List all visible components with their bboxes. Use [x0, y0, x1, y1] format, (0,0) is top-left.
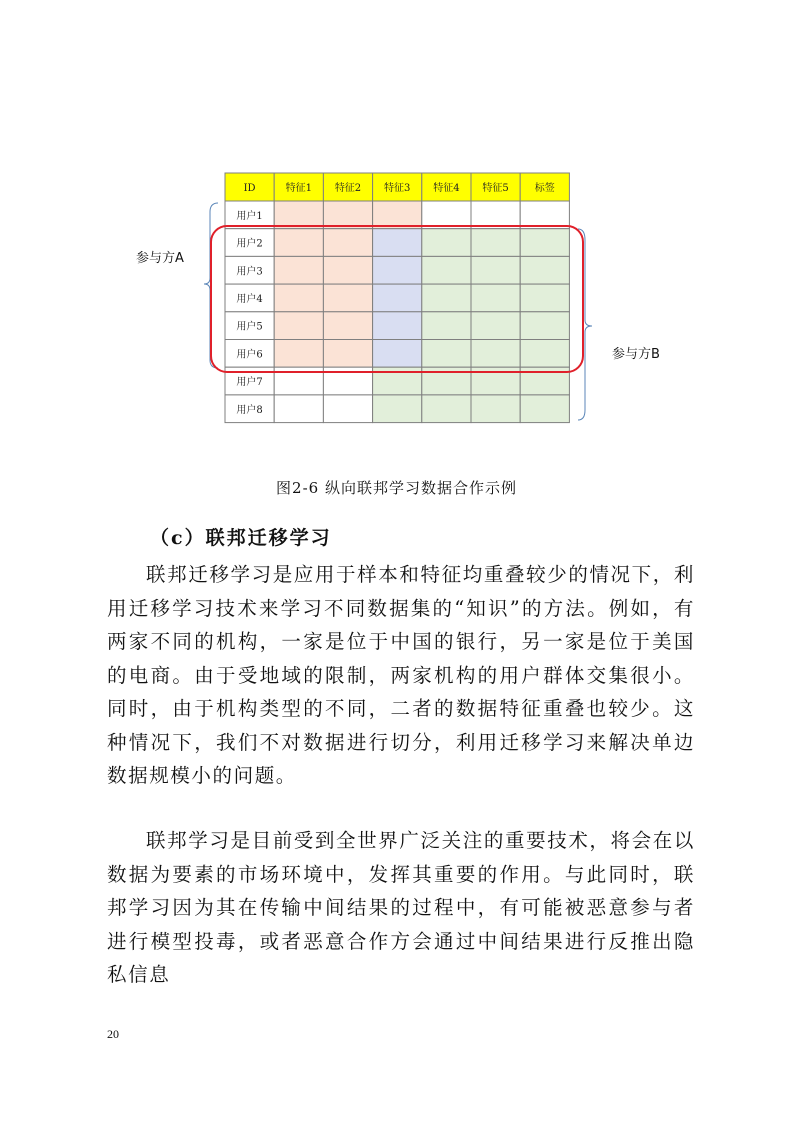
- table-header-label: ID: [243, 183, 256, 194]
- table-cell: [274, 284, 323, 312]
- table-cell: [373, 340, 422, 368]
- table-cell: [520, 395, 569, 423]
- party-a-label: 参与方A: [136, 251, 184, 266]
- table-cell: [323, 340, 372, 368]
- table-cell: [274, 312, 323, 340]
- table-row-label: 用户1: [236, 210, 263, 222]
- table-cell: [323, 201, 372, 229]
- table-cell: [323, 312, 372, 340]
- section-title: （c）联邦迁移学习: [150, 527, 332, 549]
- vertical-federated-learning-figure: [0, 0, 793, 460]
- page-number: 20: [107, 1027, 119, 1041]
- table-cell: [422, 312, 471, 340]
- table-cell: [373, 229, 422, 257]
- table-header-label: 特征4: [433, 183, 460, 194]
- table-row-label: 用户6: [236, 349, 263, 361]
- table-row-label: 用户4: [236, 293, 263, 305]
- table-cell: [471, 312, 520, 340]
- table-header-label: 特征3: [384, 183, 411, 194]
- table-header-label: 特征5: [482, 183, 509, 194]
- table-cell: [274, 229, 323, 257]
- table-row-label: 用户3: [236, 266, 263, 278]
- table-cell: [520, 256, 569, 284]
- table-cell: [422, 340, 471, 368]
- table-cell: [422, 284, 471, 312]
- table-cell: [323, 395, 372, 423]
- table-cell: [471, 284, 520, 312]
- table-cell: [274, 395, 323, 423]
- table-cell: [373, 201, 422, 229]
- table-row-label: 用户2: [236, 238, 263, 250]
- table-cell: [323, 229, 372, 257]
- table-row-label: 用户7: [236, 377, 263, 389]
- table-header-label: 特征1: [285, 183, 312, 194]
- body-paragraph: 联邦迁移学习是应用于样本和特征均重叠较少的情况下，利用迁移学习技术来学习不同数据集的“知识”的方法。例如，有两家不同的机构，一家是位于中国的银行，另一家是位于美国的电商。由于受地域的限制，两家机构的用户群体交集很小。同时，由于机构类型的不同，二者的数据特征重叠也较少。这种情况下，我们不对数据进行切分，利用迁移学习来解决单边数据规模小的问题。: [107, 563, 695, 787]
- table-cell: [373, 284, 422, 312]
- table-cell: [422, 256, 471, 284]
- table-cell: [471, 395, 520, 423]
- party-b-bracket: [578, 229, 592, 420]
- table-cell: [274, 256, 323, 284]
- table-cell: [520, 284, 569, 312]
- table-cell: [520, 340, 569, 368]
- table-cell: [471, 256, 520, 284]
- table-cell: [323, 256, 372, 284]
- table-cell: [274, 340, 323, 368]
- table-cell: [520, 201, 569, 229]
- table-cell: [373, 256, 422, 284]
- table-cell: [274, 201, 323, 229]
- party-b-label: 参与方B: [612, 347, 660, 362]
- table-cell: [373, 312, 422, 340]
- table-row-label: 用户8: [236, 404, 263, 416]
- table-cell: [471, 229, 520, 257]
- table-cell: [520, 312, 569, 340]
- table-row-label: 用户5: [236, 321, 263, 333]
- table-header-label: 标签: [534, 183, 555, 194]
- table-cell: [422, 395, 471, 423]
- table-header-label: 特征2: [334, 183, 362, 194]
- table-cell: [422, 229, 471, 257]
- data-table: [225, 173, 569, 423]
- table-cell: [373, 395, 422, 423]
- table-cell: [471, 340, 520, 368]
- figure-caption: 图2-6 纵向联邦学习数据合作示例: [276, 479, 517, 497]
- table-cell: [520, 229, 569, 257]
- body-paragraph: 联邦学习是目前受到全世界广泛关注的重要技术，将会在以数据为要素的市场环境中，发挥其重要的作用。与此同时，联邦学习因为其在传输中间结果的过程中，有可能被恶意参与者进行模型投毒，或者恶意合作方会通过中间结果进行反推出隐私信息: [107, 829, 695, 986]
- table-cell: [471, 201, 520, 229]
- table-cell: [422, 201, 471, 229]
- table-cell: [323, 284, 372, 312]
